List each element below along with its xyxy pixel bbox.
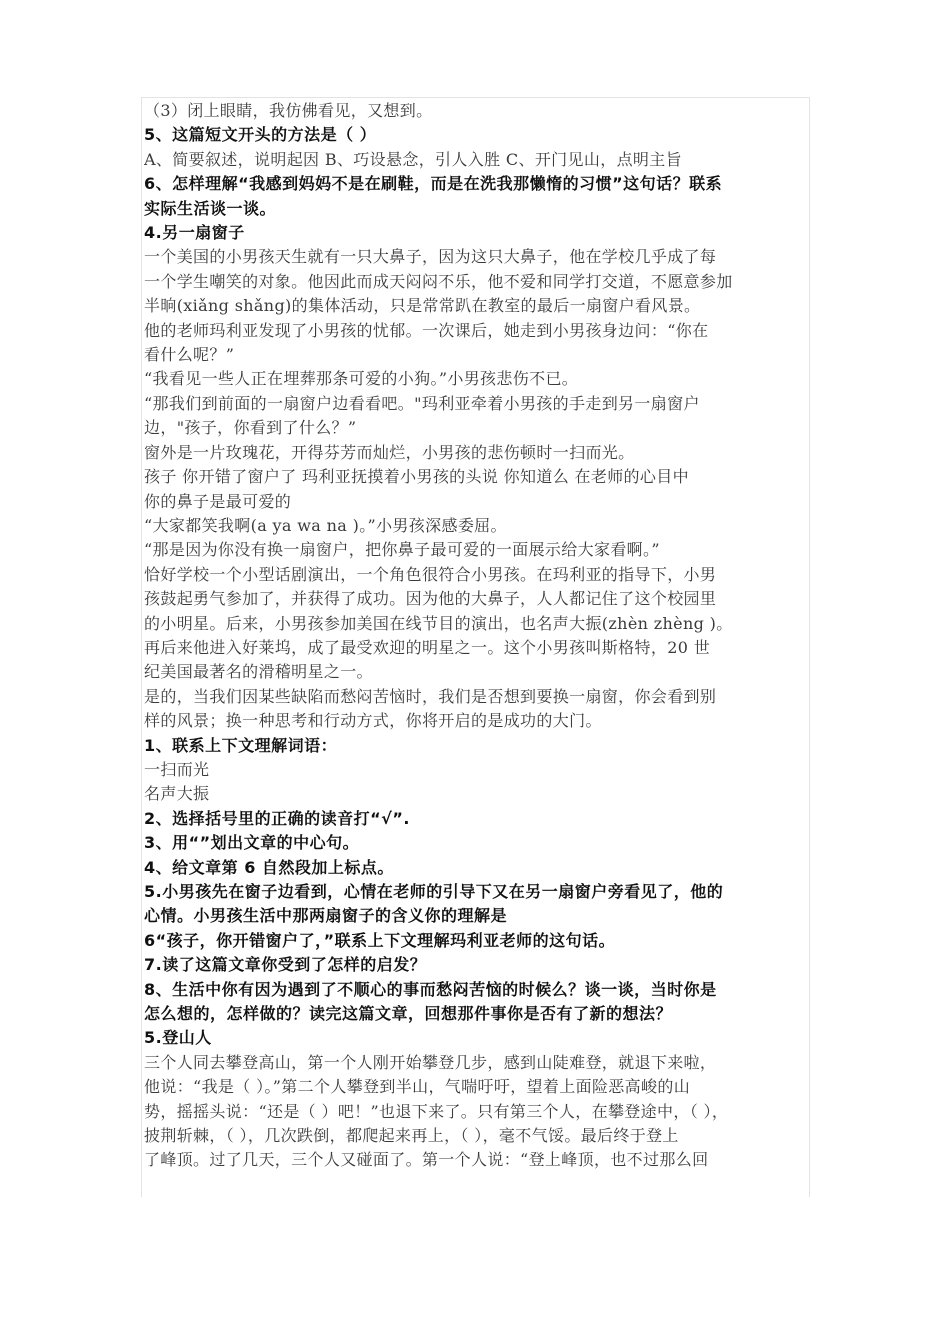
question-line: 5.登山人 xyxy=(144,1028,212,1048)
text-line: 边，"孩子，你看到了什么？” xyxy=(144,418,357,438)
text-line: A、简要叙述，说明起因 B、巧设悬念，引人入胜 C、开门见山，点明主旨 xyxy=(144,149,682,169)
text-line: 他说：“我是（ ）。”第二个人攀登到半山，气喘吁吁，望着上面险恶高峻的山 xyxy=(144,1077,691,1097)
text-line: 三个人同去攀登高山，第一个人刚开始攀登几步，感到山陡难登，就退下来啦， xyxy=(144,1052,717,1072)
question-line: 8、生活中你有因为遇到了不顺心的事而愁闷苦恼的时候么？谈一谈，当时你是 xyxy=(144,979,717,999)
text-line: 是的，当我们因某些缺陷而愁闷苦恼时，我们是否想到要换一扇窗，你会看到别 xyxy=(144,686,717,706)
question-line: 6、怎样理解“我感到妈妈不是在刷鞋，而是在洗我那懒惰的习惯”这句话？联系 xyxy=(144,174,723,194)
question-line: 4.另一扇窗子 xyxy=(144,223,245,243)
text-line: “我看见一些人正在埋葬那条可爱的小狗。”小男孩悲伤不已。 xyxy=(144,369,579,389)
text-line: 披荆斩棘，（ ），几次跌倒，都爬起来再上，（ ），毫不气馁。最后终于登上 xyxy=(144,1126,679,1146)
question-line: 6“孩子，你开错窗户了，”联系上下文理解玛利亚老师的这句话。 xyxy=(144,930,616,950)
question-line: 怎么想的，怎样做的？读完这篇文章，回想那件事你是否有了新的想法？ xyxy=(144,1004,673,1024)
text-line: 势，摇摇头说：“还是（ ）吧！”也退下来了。只有第三个人，在攀登途中，（ ）， xyxy=(144,1101,729,1121)
text-line: 名声大振 xyxy=(144,784,210,804)
text-line: 一扫而光 xyxy=(144,759,210,779)
document-body xyxy=(144,99,806,1173)
text-line: 恰好学校一个小型话剧演出，一个角色很符合小男孩。在玛利亚的指导下，小男 xyxy=(144,564,717,584)
text-line: 一个美国的小男孩天生就有一只大鼻子，因为这只大鼻子，他在学校几乎成了每 xyxy=(144,247,717,267)
text-line: 他的老师玛利亚发现了小男孩的忧郁。一次课后，她走到小男孩身边问：“你在 xyxy=(144,320,709,340)
text-line: 了峰顶。过了几天，三个人又碰面了。第一个人说：“登上峰顶，也不过那么回 xyxy=(144,1150,709,1170)
text-line: 孩鼓起勇气参加了，并获得了成功。因为他的大鼻子，人人都记住了这个校园里 xyxy=(144,589,717,609)
text-line: 样的风景；换一种思考和行动方式，你将开启的是成功的大门。 xyxy=(144,711,602,731)
text-line: （3）闭上眼睛，我仿佛看见，又想到。 xyxy=(144,101,433,120)
text-line: 再后来他进入好莱坞，成了最受欢迎的明星之一。这个小男孩叫斯格特，20 世 xyxy=(144,637,711,657)
question-line: 5.小男孩先在窗子边看到，心情在老师的引导下又在另一扇窗户旁看见了，他的 xyxy=(144,882,724,901)
question-line: 2、选择括号里的正确的读音打“√”. xyxy=(144,808,410,828)
question-line: 心情。小男孩生活中那两扇窗子的含义你的理解是 xyxy=(144,906,508,926)
question-line: 5、这篇短文开头的方法是（ ） xyxy=(144,125,377,145)
text-line: 纪美国最著名的滑稽明星之一。 xyxy=(144,662,373,682)
text-line: 窗外是一片玫瑰花，开得芬芳而灿烂，小男孩的悲伤顿时一扫而光。 xyxy=(144,442,635,462)
document-page xyxy=(141,97,809,1197)
text-line: 的小明星。后来，小男孩参加美国在线节目的演出，也名声大振(zhèn zhèng )。 xyxy=(144,613,733,633)
text-line: “那是因为你没有换一扇窗户，把你鼻子最可爱的一面展示给大家看啊。” xyxy=(144,540,660,560)
question-line: 4、给文章第 6 自然段加上标点。 xyxy=(144,857,394,877)
text-line: 你的鼻子是最可爱的 xyxy=(144,491,292,511)
text-line: “大家都笑我啊(a ya wa na )。”小男孩深感委屈。 xyxy=(144,515,507,535)
question-line: 7.读了这篇文章你受到了怎样的启发？ xyxy=(144,955,427,975)
text-line: 看什么呢？” xyxy=(144,345,235,365)
text-line: 孩子 你开错了窗户了 玛利亚抚摸着小男孩的头说 你知道么 在老师的心目中 xyxy=(144,467,689,487)
text-line: “那我们到前面的一扇窗户边看看吧。"玛利亚牵着小男孩的手走到另一扇窗户 xyxy=(144,393,700,413)
question-line: 1、联系上下文理解词语： xyxy=(144,735,338,755)
text-line: 半晌(xiǎng shǎng)的集体活动，只是常常趴在教室的最后一扇窗户看风景。 xyxy=(144,296,701,316)
text-line: 一个学生嘲笑的对象。他因此而成天闷闷不乐，他不爱和同学打交道，不愿意参加 xyxy=(144,271,733,291)
page-frame-right xyxy=(809,97,810,1197)
question-line: 3、用“”划出文章的中心句。 xyxy=(144,833,360,853)
question-line: 实际生活谈一谈。 xyxy=(144,198,277,218)
